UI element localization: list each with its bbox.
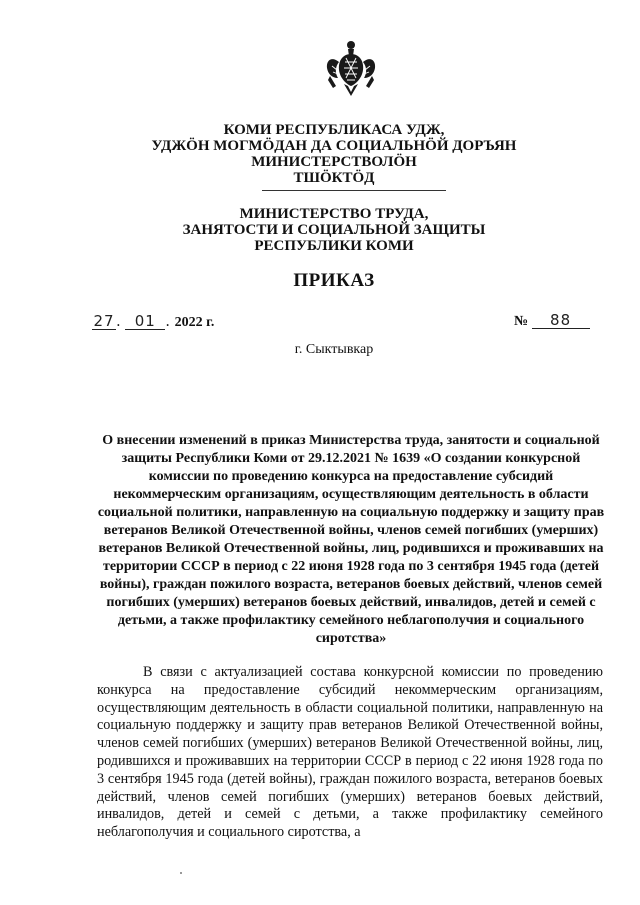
document-number — [514, 312, 590, 330]
header-rus-line-1: МИНИСТЕРСТВО ТРУДА, — [239, 206, 429, 222]
document-body: В связи с актуализацией состава конкурсной комиссии по проведению конкурса на предоставление субсидий некоммерческим организациям, осуществляющим деятельность в области социальной политики, направленную на социальную поддержку и защиту прав ветеранов Великой Отечественной войны, членов семей погибших (умерших) ветеранов Великой Отечественной войны, лиц, родившихся и проживавших на территории СССР в период с 22 июня 1928 года по 3 сентября 1945 года (детей войны), граждан пожилого возраста, ветеранов боевых действий, членов семей погибших (умерших) ветеранов боевых действий, инвалидов, детей и семей с детьми, а также профилактику семейного неблагополучия и социального сиротства, а — [97, 664, 603, 841]
scan-speck — [180, 872, 182, 874]
header-komi-line-4: ТШӦКТӦД — [293, 170, 375, 186]
document-title: О внесении изменений в приказ Министерства труда, занятости и социальной защиты Республики Коми от 29.12.2021 № 1639 «О создании конкурсной комиссии по проведению конкурса на предоставление субсидий некоммерческим организациям, осуществляющим деятельность в области социальной политики, направленную на социальную поддержку и защиту прав ветеранов Великой Отечественной войны, членов семей погибших (умерших) ветеранов Великой Отечественной войны, лиц, родившихся и проживавших на территории СССР в период с 22 июня 1928 года по 3 сентября 1945 года (детей войны), граждан пожилого возраста, ветеранов боевых действий, членов семей погибших (умерших) ветеранов боевых действий, инвалидов, детей и семей с детьми, а также профилактику семейного неблагополучия и социального сиротства» — [97, 433, 605, 646]
document-city: г. Сыктывкар — [294, 342, 374, 357]
document-type: ПРИКАЗ — [293, 270, 375, 291]
header-russian — [14, 206, 640, 254]
header-rus-line-2: ЗАНЯТОСТИ И СОЦИАЛЬНОЙ ЗАЩИТЫ — [182, 222, 486, 238]
header-rus-line-3: РЕСПУБЛИКИ КОМИ — [254, 238, 414, 254]
date-month: 01 — [125, 313, 165, 330]
header-komi-line-2: УДЖӦН МОГМӦДАН ДА СОЦИАЛЬНӦЙ ДОРЪЯН — [151, 138, 517, 154]
date-year: 2022 г. — [174, 315, 215, 330]
header-komi-line-3: МИНИСТЕРСТВОЛӦН — [251, 154, 417, 170]
komi-emblem-icon — [324, 38, 378, 100]
number-value: 88 — [532, 312, 590, 329]
number-label: № — [514, 314, 529, 329]
header-komi-line-1: КОМИ РЕСПУБЛИКАСА УДЖ, — [223, 122, 445, 138]
document-date: 27. 01 . 2022 г. — [93, 312, 215, 330]
header-divider — [262, 190, 446, 191]
header-komi — [14, 122, 640, 186]
date-day: 27 — [93, 312, 115, 330]
